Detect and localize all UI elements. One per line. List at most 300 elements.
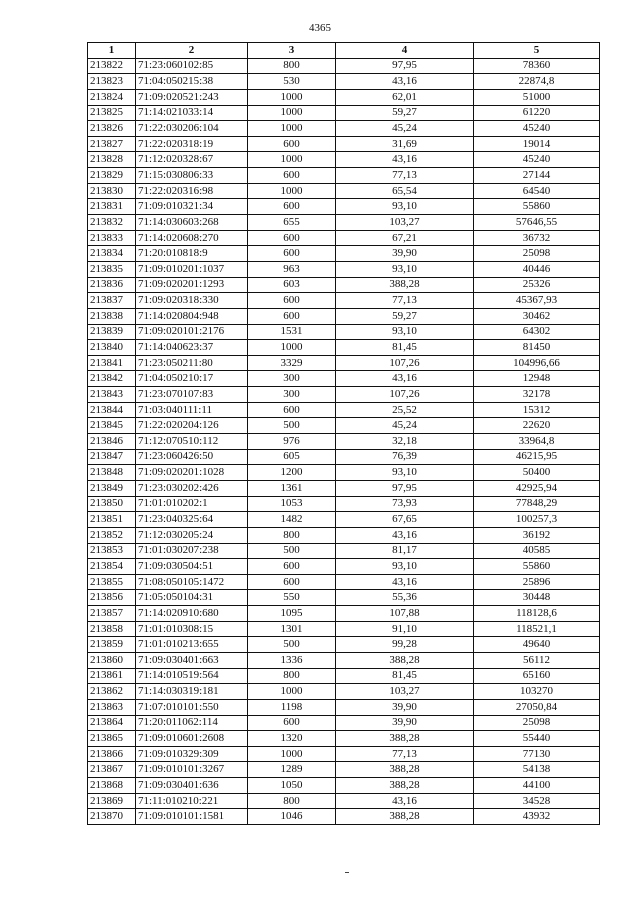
row-number-cell: 213845 xyxy=(88,418,136,434)
area-cell: 3329 xyxy=(248,355,336,371)
area-cell: 600 xyxy=(248,715,336,731)
cadastral-number-cell: 71:14:040623:37 xyxy=(136,340,248,356)
row-number-cell: 213839 xyxy=(88,324,136,340)
rate-cell: 43,16 xyxy=(336,793,474,809)
area-cell: 800 xyxy=(248,58,336,74)
area-cell: 1000 xyxy=(248,105,336,121)
rate-cell: 103,27 xyxy=(336,684,474,700)
rate-cell: 45,24 xyxy=(336,121,474,137)
value-cell: 45240 xyxy=(474,152,600,168)
rate-cell: 39,90 xyxy=(336,699,474,715)
area-cell: 600 xyxy=(248,230,336,246)
area-cell: 1482 xyxy=(248,512,336,528)
cadastral-number-cell: 71:09:010201:1037 xyxy=(136,261,248,277)
row-number-cell: 213870 xyxy=(88,809,136,825)
column-header-4: 4 xyxy=(336,43,474,59)
table-row xyxy=(88,105,600,121)
area-cell: 1336 xyxy=(248,652,336,668)
value-cell: 36192 xyxy=(474,527,600,543)
rate-cell: 93,10 xyxy=(336,199,474,215)
cadastral-number-cell: 71:23:050211:80 xyxy=(136,355,248,371)
table-row xyxy=(88,246,600,262)
area-cell: 655 xyxy=(248,215,336,231)
rate-cell: 77,13 xyxy=(336,168,474,184)
table-row xyxy=(88,652,600,668)
cadastral-number-cell: 71:22:020204:126 xyxy=(136,418,248,434)
table-row xyxy=(88,434,600,450)
table-row xyxy=(88,699,600,715)
table-row xyxy=(88,183,600,199)
value-cell: 81450 xyxy=(474,340,600,356)
column-header-3: 3 xyxy=(248,43,336,59)
row-number-cell: 213866 xyxy=(88,746,136,762)
rate-cell: 107,26 xyxy=(336,387,474,403)
row-number-cell: 213849 xyxy=(88,480,136,496)
row-number-cell: 213835 xyxy=(88,261,136,277)
table-row xyxy=(88,480,600,496)
value-cell: 57646,55 xyxy=(474,215,600,231)
value-cell: 55440 xyxy=(474,731,600,747)
cadastral-number-cell: 71:01:010308:15 xyxy=(136,621,248,637)
row-number-cell: 213844 xyxy=(88,402,136,418)
row-number-cell: 213828 xyxy=(88,152,136,168)
rate-cell: 59,27 xyxy=(336,308,474,324)
area-cell: 1531 xyxy=(248,324,336,340)
cadastral-number-cell: 71:14:021033:14 xyxy=(136,105,248,121)
cadastral-number-cell: 71:07:010101:550 xyxy=(136,699,248,715)
cadastral-number-cell: 71:22:020318:19 xyxy=(136,136,248,152)
area-cell: 1289 xyxy=(248,762,336,778)
table-row xyxy=(88,684,600,700)
table-row xyxy=(88,606,600,622)
cadastral-number-cell: 71:23:060426:50 xyxy=(136,449,248,465)
rate-cell: 32,18 xyxy=(336,434,474,450)
cadastral-number-cell: 71:01:010202:1 xyxy=(136,496,248,512)
area-cell: 500 xyxy=(248,543,336,559)
cadastral-number-cell: 71:09:010601:2608 xyxy=(136,731,248,747)
value-cell: 118128,6 xyxy=(474,606,600,622)
table-row xyxy=(88,574,600,590)
value-cell: 40446 xyxy=(474,261,600,277)
cadastral-number-cell: 71:14:020608:270 xyxy=(136,230,248,246)
value-cell: 43932 xyxy=(474,809,600,825)
footer-mark xyxy=(345,872,349,873)
rate-cell: 67,21 xyxy=(336,230,474,246)
table-row xyxy=(88,715,600,731)
rate-cell: 39,90 xyxy=(336,246,474,262)
rate-cell: 93,10 xyxy=(336,559,474,575)
cadastral-number-cell: 71:09:020521:243 xyxy=(136,89,248,105)
table-row xyxy=(88,512,600,528)
table-row xyxy=(88,277,600,293)
cadastral-number-cell: 71:09:010329:309 xyxy=(136,746,248,762)
rate-cell: 97,95 xyxy=(336,58,474,74)
rate-cell: 31,69 xyxy=(336,136,474,152)
area-cell: 1046 xyxy=(248,809,336,825)
table-row xyxy=(88,527,600,543)
cadastral-number-cell: 71:09:030504:51 xyxy=(136,559,248,575)
row-number-cell: 213862 xyxy=(88,684,136,700)
area-cell: 500 xyxy=(248,418,336,434)
area-cell: 1000 xyxy=(248,89,336,105)
table-row xyxy=(88,418,600,434)
rate-cell: 77,13 xyxy=(336,746,474,762)
rate-cell: 39,90 xyxy=(336,715,474,731)
rate-cell: 91,10 xyxy=(336,621,474,637)
table-row xyxy=(88,762,600,778)
area-cell: 550 xyxy=(248,590,336,606)
cadastral-number-cell: 71:09:020318:330 xyxy=(136,293,248,309)
row-number-cell: 213838 xyxy=(88,308,136,324)
area-cell: 800 xyxy=(248,668,336,684)
table-row xyxy=(88,371,600,387)
value-cell: 25326 xyxy=(474,277,600,293)
cadastral-number-cell: 71:23:040325:64 xyxy=(136,512,248,528)
cadastral-number-cell: 71:20:010818:9 xyxy=(136,246,248,262)
row-number-cell: 213860 xyxy=(88,652,136,668)
area-cell: 1320 xyxy=(248,731,336,747)
value-cell: 45367,93 xyxy=(474,293,600,309)
area-cell: 1361 xyxy=(248,480,336,496)
area-cell: 600 xyxy=(248,402,336,418)
value-cell: 25098 xyxy=(474,246,600,262)
table-row xyxy=(88,199,600,215)
table-row xyxy=(88,89,600,105)
row-number-cell: 213827 xyxy=(88,136,136,152)
table-row xyxy=(88,778,600,794)
table-row xyxy=(88,58,600,74)
cadastral-number-cell: 71:01:010213:655 xyxy=(136,637,248,653)
area-cell: 500 xyxy=(248,637,336,653)
table-row xyxy=(88,496,600,512)
row-number-cell: 213857 xyxy=(88,606,136,622)
table-row xyxy=(88,136,600,152)
rate-cell: 388,28 xyxy=(336,762,474,778)
cadastral-number-cell: 71:09:020201:1028 xyxy=(136,465,248,481)
row-number-cell: 213822 xyxy=(88,58,136,74)
area-cell: 600 xyxy=(248,308,336,324)
cadastral-number-cell: 71:09:020201:1293 xyxy=(136,277,248,293)
table-row xyxy=(88,637,600,653)
value-cell: 49640 xyxy=(474,637,600,653)
area-cell: 605 xyxy=(248,449,336,465)
table-row xyxy=(88,465,600,481)
table-row xyxy=(88,230,600,246)
area-cell: 1200 xyxy=(248,465,336,481)
area-cell: 1000 xyxy=(248,340,336,356)
row-number-cell: 213853 xyxy=(88,543,136,559)
row-number-cell: 213830 xyxy=(88,183,136,199)
cadastral-number-cell: 71:04:050215:38 xyxy=(136,74,248,90)
area-cell: 1301 xyxy=(248,621,336,637)
table-row xyxy=(88,293,600,309)
value-cell: 55860 xyxy=(474,559,600,575)
rate-cell: 43,16 xyxy=(336,74,474,90)
rate-cell: 65,54 xyxy=(336,183,474,199)
value-cell: 33964,8 xyxy=(474,434,600,450)
area-cell: 1000 xyxy=(248,152,336,168)
rate-cell: 81,17 xyxy=(336,543,474,559)
row-number-cell: 213868 xyxy=(88,778,136,794)
area-cell: 1000 xyxy=(248,183,336,199)
row-number-cell: 213859 xyxy=(88,637,136,653)
value-cell: 64302 xyxy=(474,324,600,340)
value-cell: 46215,95 xyxy=(474,449,600,465)
row-number-cell: 213854 xyxy=(88,559,136,575)
value-cell: 51000 xyxy=(474,89,600,105)
area-cell: 600 xyxy=(248,574,336,590)
area-cell: 300 xyxy=(248,371,336,387)
rate-cell: 388,28 xyxy=(336,809,474,825)
value-cell: 34528 xyxy=(474,793,600,809)
rate-cell: 43,16 xyxy=(336,574,474,590)
rate-cell: 103,27 xyxy=(336,215,474,231)
table-header-row xyxy=(88,43,600,59)
value-cell: 55860 xyxy=(474,199,600,215)
area-cell: 1053 xyxy=(248,496,336,512)
row-number-cell: 213829 xyxy=(88,168,136,184)
cadastral-number-cell: 71:01:030207:238 xyxy=(136,543,248,559)
cadastral-number-cell: 71:11:010210:221 xyxy=(136,793,248,809)
row-number-cell: 213831 xyxy=(88,199,136,215)
table-row xyxy=(88,121,600,137)
column-header-1: 1 xyxy=(88,43,136,59)
area-cell: 1000 xyxy=(248,684,336,700)
cadastral-number-cell: 71:22:030206:104 xyxy=(136,121,248,137)
table-row xyxy=(88,324,600,340)
table-row xyxy=(88,340,600,356)
cadastral-number-cell: 71:09:010101:3267 xyxy=(136,762,248,778)
area-cell: 530 xyxy=(248,74,336,90)
rate-cell: 388,28 xyxy=(336,277,474,293)
rate-cell: 107,88 xyxy=(336,606,474,622)
value-cell: 30462 xyxy=(474,308,600,324)
cadastral-number-cell: 71:09:030401:636 xyxy=(136,778,248,794)
page-number: 4365 xyxy=(309,22,331,34)
cadastral-number-cell: 71:12:030205:24 xyxy=(136,527,248,543)
row-number-cell: 213864 xyxy=(88,715,136,731)
table-row xyxy=(88,731,600,747)
area-cell: 1000 xyxy=(248,746,336,762)
area-cell: 1000 xyxy=(248,121,336,137)
row-number-cell: 213840 xyxy=(88,340,136,356)
cadastral-number-cell: 71:23:060102:85 xyxy=(136,58,248,74)
row-number-cell: 213823 xyxy=(88,74,136,90)
row-number-cell: 213833 xyxy=(88,230,136,246)
area-cell: 1095 xyxy=(248,606,336,622)
value-cell: 65160 xyxy=(474,668,600,684)
table-row xyxy=(88,621,600,637)
table-row xyxy=(88,387,600,403)
value-cell: 19014 xyxy=(474,136,600,152)
value-cell: 100257,3 xyxy=(474,512,600,528)
cadastral-number-cell: 71:04:050210:17 xyxy=(136,371,248,387)
cadastral-number-cell: 71:14:030603:268 xyxy=(136,215,248,231)
area-cell: 600 xyxy=(248,559,336,575)
area-cell: 1050 xyxy=(248,778,336,794)
rate-cell: 59,27 xyxy=(336,105,474,121)
rate-cell: 388,28 xyxy=(336,731,474,747)
data-table xyxy=(87,42,600,825)
area-cell: 600 xyxy=(248,293,336,309)
table-row xyxy=(88,168,600,184)
value-cell: 30448 xyxy=(474,590,600,606)
row-number-cell: 213841 xyxy=(88,355,136,371)
value-cell: 64540 xyxy=(474,183,600,199)
value-cell: 77848,29 xyxy=(474,496,600,512)
area-cell: 1198 xyxy=(248,699,336,715)
row-number-cell: 213855 xyxy=(88,574,136,590)
area-cell: 600 xyxy=(248,246,336,262)
area-cell: 603 xyxy=(248,277,336,293)
row-number-cell: 213847 xyxy=(88,449,136,465)
table-row xyxy=(88,746,600,762)
area-cell: 300 xyxy=(248,387,336,403)
row-number-cell: 213867 xyxy=(88,762,136,778)
value-cell: 25896 xyxy=(474,574,600,590)
value-cell: 15312 xyxy=(474,402,600,418)
column-header-5: 5 xyxy=(474,43,600,59)
row-number-cell: 213861 xyxy=(88,668,136,684)
value-cell: 32178 xyxy=(474,387,600,403)
value-cell: 22620 xyxy=(474,418,600,434)
cadastral-number-cell: 71:09:020101:2176 xyxy=(136,324,248,340)
area-cell: 963 xyxy=(248,261,336,277)
row-number-cell: 213858 xyxy=(88,621,136,637)
rate-cell: 99,28 xyxy=(336,637,474,653)
row-number-cell: 213837 xyxy=(88,293,136,309)
table-row xyxy=(88,308,600,324)
row-number-cell: 213852 xyxy=(88,527,136,543)
rate-cell: 77,13 xyxy=(336,293,474,309)
cadastral-number-cell: 71:12:070510:112 xyxy=(136,434,248,450)
cadastral-number-cell: 71:15:030806:33 xyxy=(136,168,248,184)
row-number-cell: 213843 xyxy=(88,387,136,403)
cadastral-number-cell: 71:05:050104:31 xyxy=(136,590,248,606)
area-cell: 600 xyxy=(248,199,336,215)
value-cell: 61220 xyxy=(474,105,600,121)
rate-cell: 388,28 xyxy=(336,778,474,794)
row-number-cell: 213834 xyxy=(88,246,136,262)
rate-cell: 76,39 xyxy=(336,449,474,465)
rate-cell: 55,36 xyxy=(336,590,474,606)
cadastral-number-cell: 71:03:040111:11 xyxy=(136,402,248,418)
rate-cell: 43,16 xyxy=(336,152,474,168)
table-row xyxy=(88,668,600,684)
row-number-cell: 213851 xyxy=(88,512,136,528)
row-number-cell: 213836 xyxy=(88,277,136,293)
value-cell: 104996,66 xyxy=(474,355,600,371)
area-cell: 800 xyxy=(248,527,336,543)
rate-cell: 93,10 xyxy=(336,465,474,481)
column-header-2: 2 xyxy=(136,43,248,59)
value-cell: 78360 xyxy=(474,58,600,74)
table-row xyxy=(88,402,600,418)
cadastral-number-cell: 71:20:011062:114 xyxy=(136,715,248,731)
cadastral-number-cell: 71:14:010519:564 xyxy=(136,668,248,684)
value-cell: 50400 xyxy=(474,465,600,481)
row-number-cell: 213824 xyxy=(88,89,136,105)
table-row xyxy=(88,261,600,277)
row-number-cell: 213856 xyxy=(88,590,136,606)
rate-cell: 67,65 xyxy=(336,512,474,528)
value-cell: 40585 xyxy=(474,543,600,559)
table-row xyxy=(88,809,600,825)
value-cell: 45240 xyxy=(474,121,600,137)
rate-cell: 93,10 xyxy=(336,261,474,277)
table-row xyxy=(88,449,600,465)
value-cell: 44100 xyxy=(474,778,600,794)
row-number-cell: 213869 xyxy=(88,793,136,809)
rate-cell: 25,52 xyxy=(336,402,474,418)
rate-cell: 43,16 xyxy=(336,371,474,387)
row-number-cell: 213826 xyxy=(88,121,136,137)
rate-cell: 81,45 xyxy=(336,668,474,684)
row-number-cell: 213865 xyxy=(88,731,136,747)
rate-cell: 107,26 xyxy=(336,355,474,371)
area-cell: 976 xyxy=(248,434,336,450)
row-number-cell: 213846 xyxy=(88,434,136,450)
cadastral-number-cell: 71:12:020328:67 xyxy=(136,152,248,168)
table-row xyxy=(88,355,600,371)
value-cell: 22874,8 xyxy=(474,74,600,90)
area-cell: 600 xyxy=(248,136,336,152)
cadastral-number-cell: 71:09:010321:34 xyxy=(136,199,248,215)
rate-cell: 388,28 xyxy=(336,652,474,668)
table-row xyxy=(88,215,600,231)
value-cell: 27050,84 xyxy=(474,699,600,715)
table-row xyxy=(88,559,600,575)
rate-cell: 73,93 xyxy=(336,496,474,512)
table-row xyxy=(88,793,600,809)
cadastral-number-cell: 71:14:030319:181 xyxy=(136,684,248,700)
row-number-cell: 213863 xyxy=(88,699,136,715)
cadastral-number-cell: 71:22:020316:98 xyxy=(136,183,248,199)
rate-cell: 45,24 xyxy=(336,418,474,434)
table-row xyxy=(88,74,600,90)
cadastral-number-cell: 71:09:030401:663 xyxy=(136,652,248,668)
rate-cell: 93,10 xyxy=(336,324,474,340)
value-cell: 118521,1 xyxy=(474,621,600,637)
table-row xyxy=(88,543,600,559)
table-row xyxy=(88,152,600,168)
cadastral-number-cell: 71:14:020910:680 xyxy=(136,606,248,622)
row-number-cell: 213842 xyxy=(88,371,136,387)
row-number-cell: 213825 xyxy=(88,105,136,121)
table-body xyxy=(88,58,600,824)
value-cell: 56112 xyxy=(474,652,600,668)
area-cell: 800 xyxy=(248,793,336,809)
row-number-cell: 213848 xyxy=(88,465,136,481)
rate-cell: 81,45 xyxy=(336,340,474,356)
value-cell: 54138 xyxy=(474,762,600,778)
row-number-cell: 213832 xyxy=(88,215,136,231)
value-cell: 42925,94 xyxy=(474,480,600,496)
value-cell: 25098 xyxy=(474,715,600,731)
rate-cell: 43,16 xyxy=(336,527,474,543)
row-number-cell: 213850 xyxy=(88,496,136,512)
cadastral-number-cell: 71:23:070107:83 xyxy=(136,387,248,403)
area-cell: 600 xyxy=(248,168,336,184)
cadastral-number-cell: 71:23:030202:426 xyxy=(136,480,248,496)
cadastral-number-cell: 71:09:010101:1581 xyxy=(136,809,248,825)
rate-cell: 62,01 xyxy=(336,89,474,105)
value-cell: 36732 xyxy=(474,230,600,246)
value-cell: 103270 xyxy=(474,684,600,700)
cadastral-number-cell: 71:14:020804:948 xyxy=(136,308,248,324)
rate-cell: 97,95 xyxy=(336,480,474,496)
value-cell: 77130 xyxy=(474,746,600,762)
